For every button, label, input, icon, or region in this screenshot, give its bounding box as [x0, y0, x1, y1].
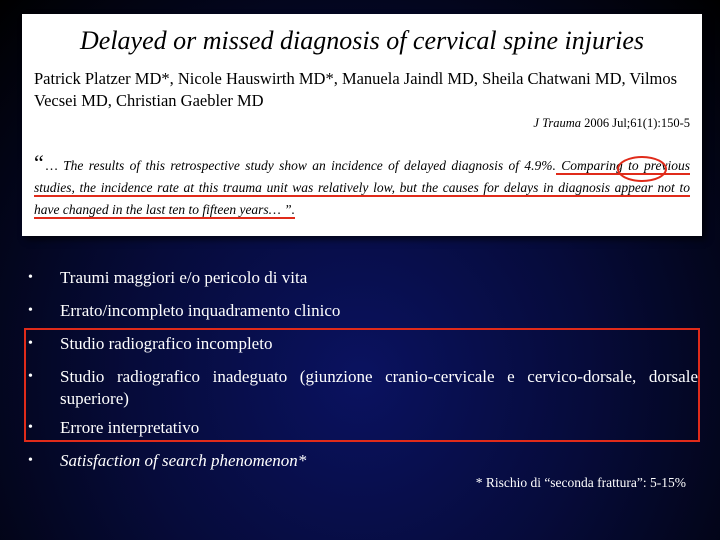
- bullet-text: Satisfaction of search phenomenon*: [60, 451, 307, 470]
- bullet-marker: •: [28, 270, 33, 285]
- quote-open-mark: “: [34, 150, 44, 175]
- bullet-item: [28, 300, 698, 322]
- article-authors: Patrick Platzer MD*, Nicole Hauswirth MD*, Manuela Jaindl MD, Sheila Chatwani MD, Vilmos Vecsei MD, Christian Gaebler MD: [34, 69, 678, 110]
- highlight-box: [24, 328, 700, 442]
- citation-details: 2006 Jul;61(1):150-5: [580, 116, 690, 130]
- article-card: [22, 14, 702, 236]
- bullet-item: [28, 450, 698, 472]
- abstract-text-1: … The results of this retrospective study show an incidence of delayed diagnosis of: [45, 158, 525, 173]
- bullet-text: Traumi maggiori e/o pericolo di vita: [60, 268, 308, 287]
- bullet-marker: •: [28, 453, 33, 468]
- footnote: * Rischio di “seconda frattura”: 5-15%: [475, 475, 686, 490]
- bullet-marker: •: [28, 303, 33, 318]
- bullet-text: Studio radiografico incompleto: [60, 334, 273, 353]
- abstract-text-2: Comparing to previous studies, the incidence rate at this trauma unit was relatively low, but the causes for delays in diagnosis appear not to have changed in the last ten to fifteen years… ”.: [34, 158, 690, 217]
- bullet-marker: •: [28, 336, 33, 351]
- article-title: Delayed or missed diagnosis of cervical spine injuries: [80, 26, 644, 55]
- bullet-marker: •: [28, 420, 33, 435]
- highlight-circle: [617, 156, 667, 182]
- abstract-quote: [34, 152, 690, 221]
- bullet-text: Studio radiografico inadeguato (giunzione cranio-cervicale e cervico-dorsale, dorsale superiore): [60, 367, 698, 408]
- article-citation: [533, 116, 690, 131]
- bullet-text: Errore interpretativo: [60, 418, 200, 437]
- journal-name: J Trauma: [533, 116, 581, 130]
- bullet-item: [28, 267, 698, 289]
- bullet-text: Errato/incompleto inquadramento clinico: [60, 301, 341, 320]
- abstract-highlight: 4.9%.: [524, 158, 556, 173]
- bullet-marker: •: [28, 369, 33, 384]
